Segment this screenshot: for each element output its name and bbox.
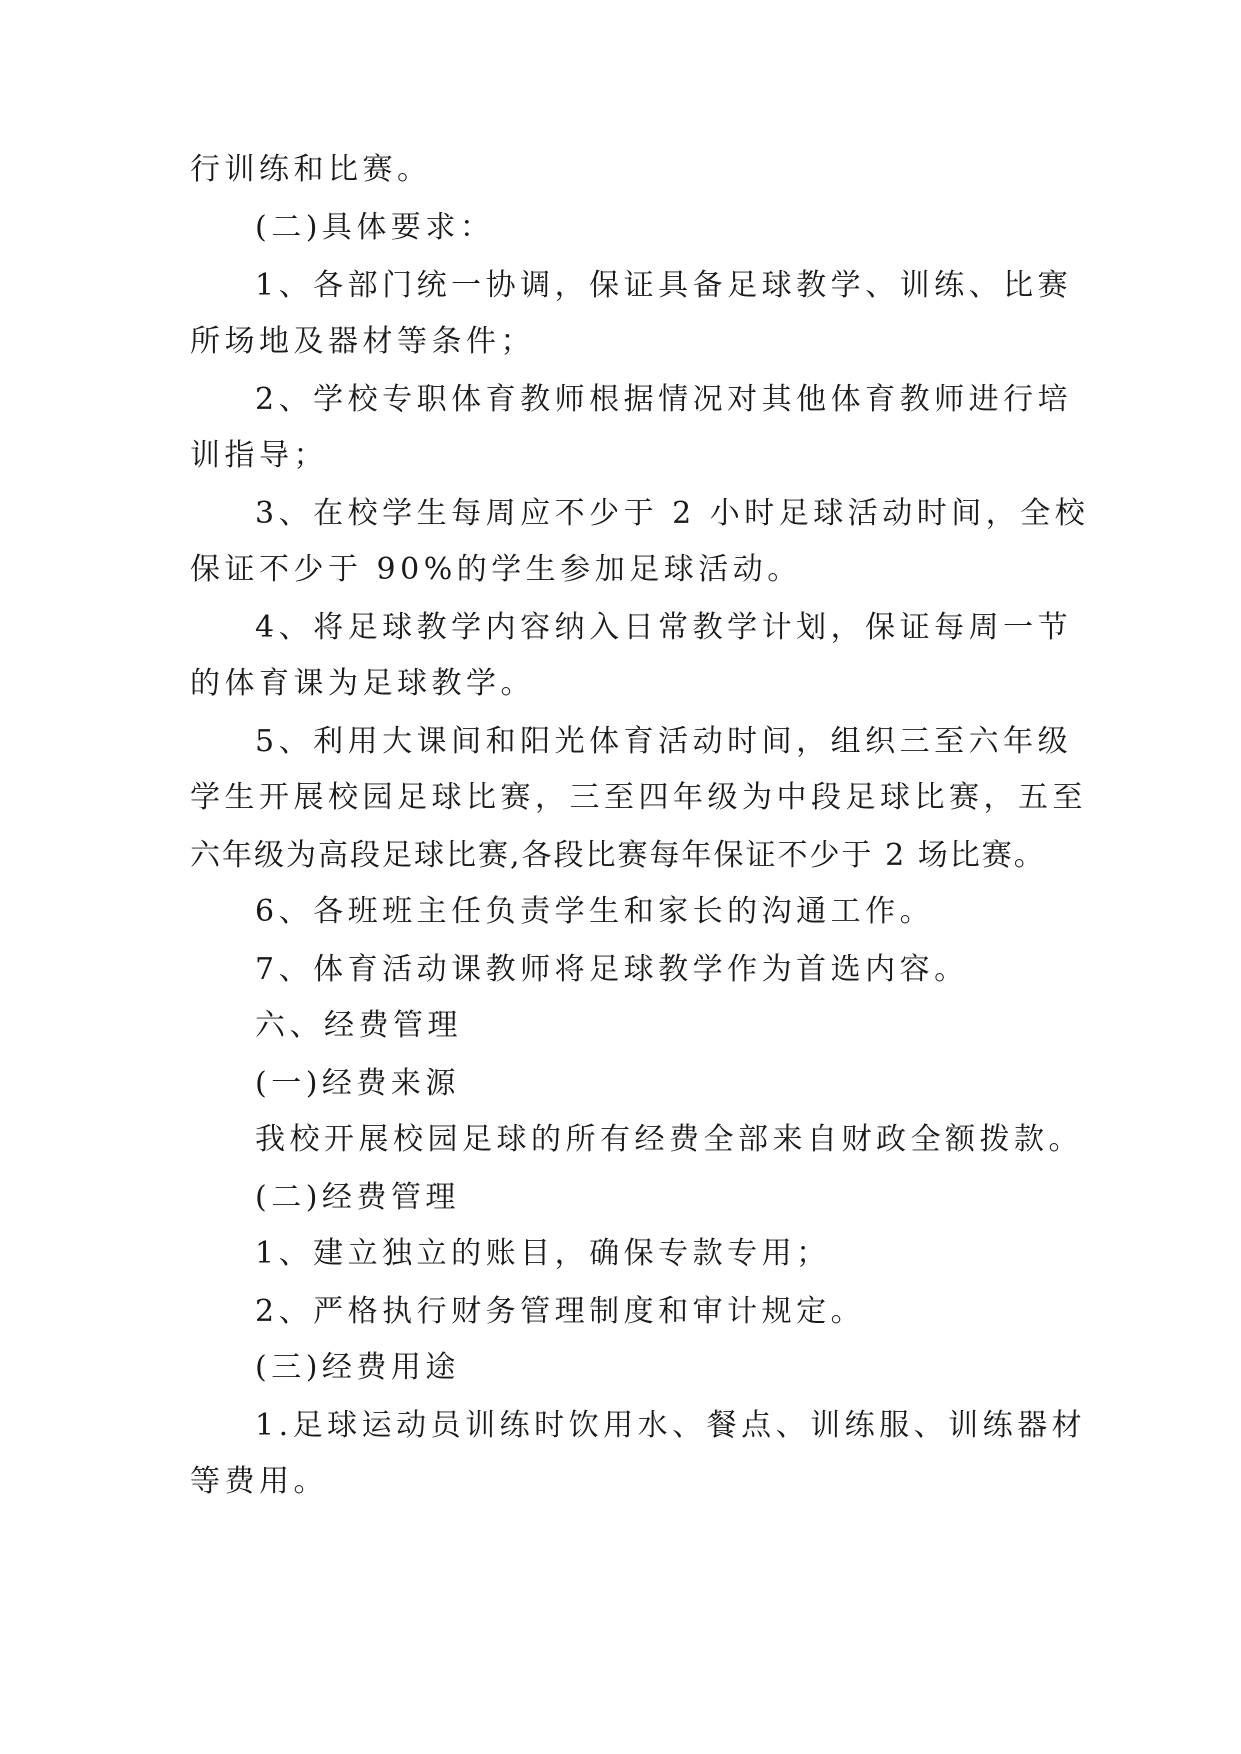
section-heading: (一)经费来源 (255, 1066, 460, 1101)
text-line: 等费用。 (190, 1464, 328, 1499)
section-heading: 六、经费管理 (255, 1008, 462, 1043)
text-line: 学生开展校园足球比赛，三至四年级为中段足球比赛，五至 (190, 780, 1087, 815)
text-line: 行训练和比赛。 (190, 152, 432, 187)
text-line: 2、学校专职体育教师根据情况对其他体育教师进行培 (255, 382, 1073, 417)
text-line: 2、严格执行财务管理制度和审计规定。 (255, 1294, 866, 1329)
text-line: 4、将足球教学内容纳入日常教学计划，保证每周一节 (255, 610, 1073, 645)
text-line: 1.足球运动员训练时饮用水、餐点、训练服、训练器材 (255, 1408, 1087, 1443)
section-heading: (二)具体要求： (255, 210, 495, 245)
text-line: 我校开展校园足球的所有经费全部来自财政全额拨款。 (255, 1122, 1083, 1157)
text-line: 5、利用大课间和阳光体育活动时间，组织三至六年级 (255, 724, 1073, 759)
text-line: 训指导； (190, 438, 328, 473)
section-heading: (三)经费用途 (255, 1350, 460, 1385)
text-line: 7、体育活动课教师将足球教学作为首选内容。 (255, 952, 969, 987)
text-line: 1、各部门统一协调，保证具备足球教学、训练、比赛 (255, 268, 1073, 303)
text-line: 1、建立独立的账目，确保专款专用； (255, 1236, 831, 1271)
text-line: 所场地及器材等条件； (190, 324, 535, 359)
text-line: 6、各班班主任负责学生和家长的沟通工作。 (255, 894, 935, 929)
text-line: 的体育课为足球教学。 (190, 666, 535, 701)
text-line: 保证不少于 90%的学生参加足球活动。 (190, 552, 802, 587)
text-line: 六年级为高段足球比赛,各段比赛每年保证不少于 2 场比赛。 (190, 838, 1046, 873)
text-line: 3、在校学生每周应不少于 2 小时足球活动时间，全校 (255, 496, 1090, 531)
section-heading: (二)经费管理 (255, 1180, 460, 1215)
